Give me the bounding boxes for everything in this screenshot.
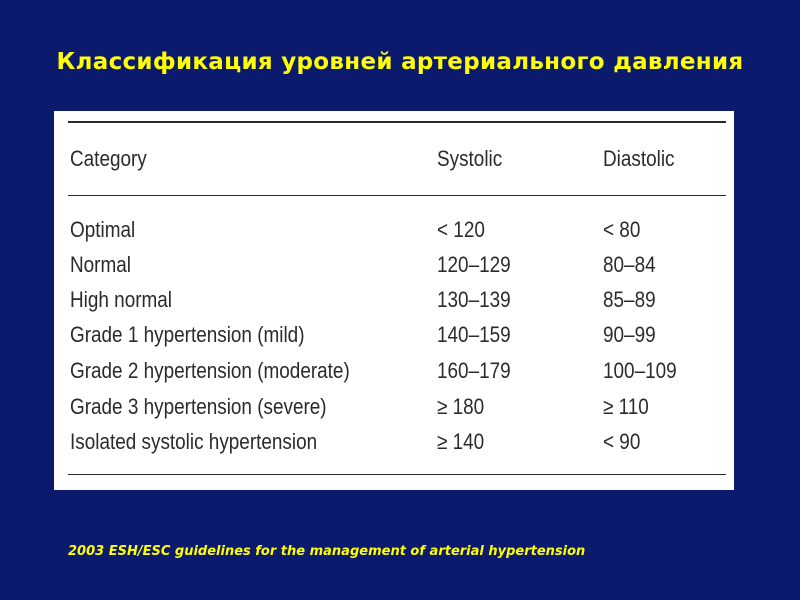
row-category: Normal xyxy=(70,252,131,277)
row-systolic: 120–129 xyxy=(437,252,511,277)
row-diastolic: 85–89 xyxy=(603,287,656,312)
row-category: High normal xyxy=(70,287,173,312)
classification-table xyxy=(54,111,734,490)
row-category: Optimal xyxy=(70,217,136,242)
row-category: Grade 2 hypertension (moderate) xyxy=(70,358,350,383)
source-footnote: 2003 ESH/ESC guidelines for the management of arterial hypertension xyxy=(68,544,586,559)
table-bottom-rule xyxy=(68,474,726,475)
row-category: Grade 3 hypertension (severe) xyxy=(70,394,327,419)
row-systolic: 160–179 xyxy=(437,358,511,383)
row-systolic: < 120 xyxy=(437,217,485,242)
row-systolic: ≥ 180 xyxy=(437,394,485,419)
row-diastolic: 100–109 xyxy=(603,358,677,383)
slide-title: Классификация уровней артериального давления xyxy=(56,49,744,75)
row-category: Isolated systolic hypertension xyxy=(70,429,318,454)
row-category: Grade 1 hypertension (mild) xyxy=(70,322,305,347)
row-diastolic: < 90 xyxy=(603,429,641,454)
row-diastolic: ≥ 110 xyxy=(603,394,649,419)
row-diastolic: 80–84 xyxy=(603,252,656,277)
header-category: Category xyxy=(70,146,147,171)
header-systolic: Systolic xyxy=(437,146,503,171)
table-top-rule xyxy=(68,121,726,123)
row-diastolic: 90–99 xyxy=(603,322,656,347)
row-systolic: 130–139 xyxy=(437,287,511,312)
row-diastolic: < 80 xyxy=(603,217,641,242)
row-systolic: 140–159 xyxy=(437,322,511,347)
table-header-rule xyxy=(68,195,726,196)
header-diastolic: Diastolic xyxy=(603,146,675,171)
row-systolic: ≥ 140 xyxy=(437,429,485,454)
